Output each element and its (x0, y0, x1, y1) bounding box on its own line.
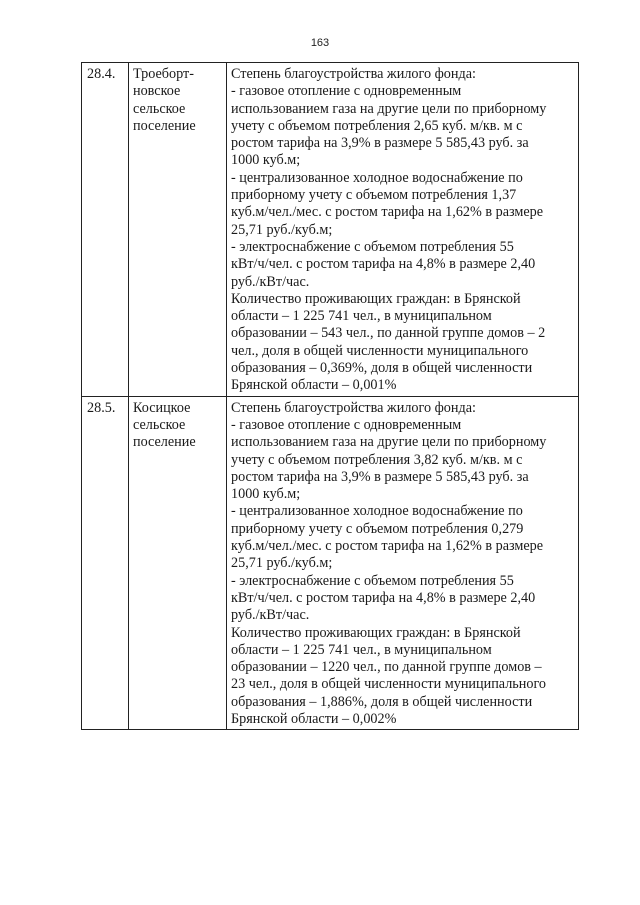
settlement-line: поселение (133, 434, 196, 451)
description-line: - централизованное холодное водоснабжение по (231, 503, 523, 520)
description-line: Брянской области – 0,002% (231, 710, 397, 727)
table-row (82, 63, 579, 397)
description-line: - централизованное холодное водоснабжение по (231, 169, 523, 186)
description-line: куб.м/чел./мес. с ростом тарифа на 1,62% в размере (231, 204, 544, 221)
table-row (82, 396, 579, 730)
settlement-line: поселение (133, 117, 196, 134)
description-line: образовании – 1220 чел., по данной группе домов – (231, 659, 542, 676)
description-line: 1000 куб.м; (231, 152, 301, 169)
description-line: учету с объемом потребления 3,82 куб. м/кв. м с (231, 451, 523, 468)
settlement-name (129, 396, 227, 730)
settlement-line: сельское (133, 100, 186, 117)
description-line: образования – 1,886%, доля в общей численности (231, 693, 533, 710)
description-line: образовании – 543 чел., по данной группе домов – 2 (231, 325, 546, 342)
description-line: 1000 куб.м; (231, 486, 301, 503)
description-line: учету с объемом потребления 2,65 куб. м/кв. м с (231, 117, 523, 134)
description-line: Степень благоустройства жилого фонда: (231, 399, 476, 416)
description-line: - газовое отопление с одновременным (231, 83, 462, 100)
description-line: Степень благоустройства жилого фонда: (231, 66, 476, 82)
settlement-line: новское (133, 83, 181, 100)
page-number: 163 (310, 37, 330, 49)
row-number: 28.4. (82, 63, 129, 397)
description-line: 23 чел., доля в общей численности муниципального (231, 676, 547, 693)
description-line: Брянской области – 0,001% (231, 377, 397, 394)
description-line: приборному учету с объемом потребления 1,37 (231, 187, 517, 204)
description-line: ростом тарифа на 3,9% в размере 5 585,43 руб. за (231, 135, 529, 152)
description-line: - электроснабжение с объемом потребления 55 (231, 572, 514, 589)
settlement-line: сельское (133, 416, 186, 433)
tariff-table (81, 62, 579, 730)
description-line: Количество проживающих граждан: в Брянской (231, 290, 521, 307)
description-line: приборному учету с объемом потребления 0,279 (231, 520, 524, 537)
row-number: 28.5. (82, 396, 129, 730)
description-line: образования – 0,369%, доля в общей численности (231, 360, 533, 377)
description-line: - электроснабжение с объемом потребления 55 (231, 238, 514, 255)
description-line: области – 1 225 741 чел., в муниципальном (231, 308, 492, 325)
description-line: области – 1 225 741 чел., в муниципальном (231, 641, 492, 658)
settlement-name (129, 63, 227, 397)
description-line: куб.м/чел./мес. с ростом тарифа на 1,62% в размере (231, 538, 544, 555)
description-line: использованием газа на другие цели по приборному (231, 434, 547, 451)
description-line: 25,71 руб./куб.м; (231, 221, 333, 238)
settlement-line: Троеборт- (133, 66, 194, 82)
description-line: кВт/ч/чел. с ростом тарифа на 4,8% в размере 2,40 (231, 589, 536, 606)
description (227, 63, 579, 397)
description-line: использованием газа на другие цели по приборному (231, 100, 547, 117)
description-line: руб./кВт/час. (231, 607, 310, 624)
settlement-line: Косицкое (133, 399, 191, 416)
table-body (82, 63, 579, 730)
description-line: кВт/ч/чел. с ростом тарифа на 4,8% в размере 2,40 (231, 256, 536, 273)
description-line: чел., доля в общей численности муниципального (231, 342, 529, 359)
description (227, 396, 579, 730)
description-line: ростом тарифа на 3,9% в размере 5 585,43 руб. за (231, 468, 529, 485)
description-line: Количество проживающих граждан: в Брянской (231, 624, 521, 641)
description-line: 25,71 руб./куб.м; (231, 555, 333, 572)
description-line: - газовое отопление с одновременным (231, 416, 462, 433)
description-line: руб./кВт/час. (231, 273, 310, 290)
